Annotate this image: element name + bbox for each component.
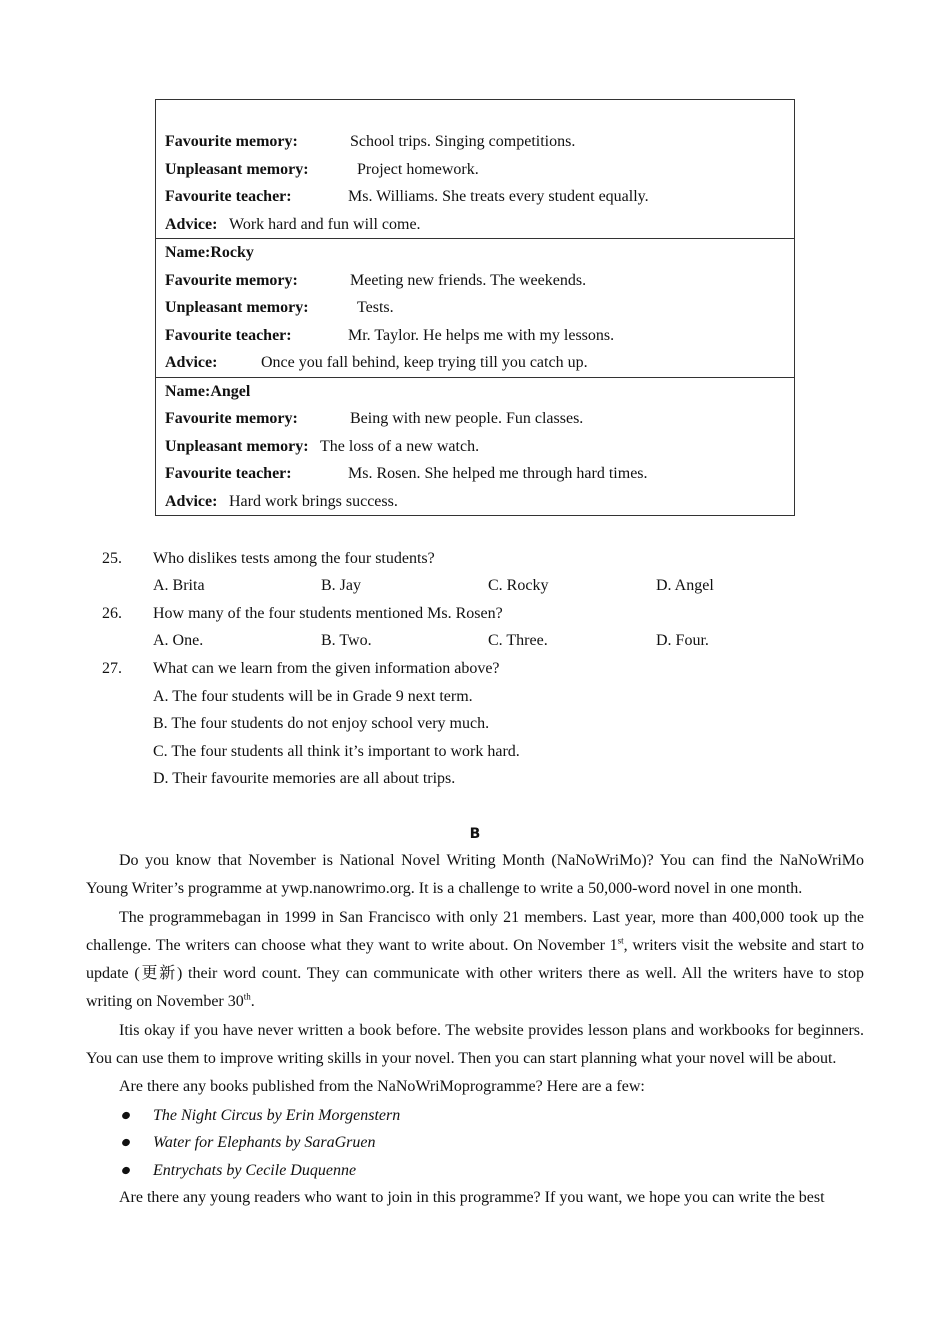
answer-option[interactable]: C. Rocky [488, 577, 549, 594]
field-label: Advice: [165, 215, 218, 233]
favourite-teacher-row [165, 460, 785, 488]
answer-option[interactable]: B. Two. [321, 632, 372, 649]
bullet-icon [121, 1165, 131, 1175]
book-title: Entrychats by Cecile Duquenne [153, 1161, 357, 1179]
field-value: School trips. Singing competitions. [350, 133, 576, 150]
field-label: Unpleasant memory: [165, 160, 309, 178]
text-run: The programmebagan in 1999 in San Francisco with only 21 members. Last year, more than 400,000 took up the challenge. The writers can choose what they want to write about. On November 1 [86, 908, 864, 954]
favourite-teacher-row [165, 322, 785, 350]
answer-option[interactable]: D. Angel [656, 577, 714, 594]
field-label: Advice: [165, 492, 218, 510]
question-text: What can we learn from the given information above? [153, 660, 500, 677]
paragraph [86, 904, 864, 1017]
question-26 [102, 600, 503, 627]
field-label: Advice: [165, 354, 218, 371]
list-item [86, 1129, 864, 1157]
student-profiles-table [155, 99, 795, 516]
profile-block [156, 377, 794, 516]
answer-option[interactable]: A. The four students will be in Grade 9 next term. [153, 688, 473, 705]
field-value: Hard work brings success. [229, 492, 398, 510]
reading-passage [86, 847, 864, 1212]
favourite-memory-row [165, 267, 785, 295]
answer-option[interactable]: C. Three. [488, 632, 548, 649]
bullet-icon [121, 1110, 131, 1120]
answer-option[interactable]: A. Brita [153, 577, 205, 594]
field-value: Work hard and fun will come. [229, 215, 421, 233]
field-value: Tests. [357, 299, 394, 316]
question-text: How many of the four students mentioned Ms. Rosen? [153, 605, 503, 622]
list-item [86, 1157, 864, 1185]
field-label: Favourite memory: [165, 133, 298, 150]
answer-option[interactable]: B. The four students do not enjoy school very much. [153, 715, 490, 732]
answer-option[interactable]: D. Their favourite memories are all about trips. [153, 770, 456, 787]
field-value: Ms. Rosen. She helped me through hard times. [348, 465, 648, 482]
question-text: Who dislikes tests among the four students? [153, 550, 435, 567]
paragraph: Do you know that November is National Novel Writing Month (NaNoWriMo)? You can find the NaNoWriMo Young Writer’s programme at ywp.nanowrimo.org. It is a challenge to write a 50,000-word novel in one month. [86, 852, 864, 898]
field-label: Unpleasant memory: [165, 437, 309, 455]
text-run: . [250, 993, 255, 1011]
unpleasant-memory-row [165, 433, 785, 461]
ordinal-suffix: st [617, 935, 624, 946]
paragraph: Are there any books published from the NaNoWriMoprogramme? Here are a few: [119, 1078, 645, 1096]
question-number: 26. [102, 605, 122, 622]
field-label: Favourite memory: [165, 410, 298, 427]
field-value: Once you fall behind, keep trying till you catch up. [261, 354, 588, 371]
favourite-teacher-row [165, 183, 785, 211]
field-label: Favourite teacher: [165, 326, 292, 344]
field-value: Mr. Taylor. He helps me with my lessons. [348, 326, 615, 344]
section-heading: B [469, 826, 481, 842]
field-value: Meeting new friends. The weekends. [350, 271, 587, 289]
advice-row [165, 488, 785, 516]
question-27 [102, 655, 500, 682]
question-25 [102, 545, 435, 572]
field-label: Favourite teacher: [165, 188, 292, 205]
profile-block [156, 238, 794, 377]
profile-name [165, 100, 785, 128]
ordinal-suffix: th [243, 992, 251, 1003]
question-25-options [153, 572, 753, 599]
question-number: 27. [102, 660, 122, 677]
unpleasant-memory-row [165, 156, 785, 184]
question-number: 25. [102, 550, 122, 567]
book-list [86, 1102, 864, 1185]
paragraph: Itis okay if you have never written a book before. The website provides lesson plans and workbooks for beginners. You can use them to improve writing skills in your novel. Then you can start planning what your novel will be about. [86, 1021, 864, 1068]
profile-name: Name:Rocky [165, 244, 254, 261]
question-26-options [153, 627, 753, 654]
profile-name: Name:Angel [165, 382, 251, 400]
book-title: Water for Elephants by SaraGruen [153, 1134, 376, 1152]
answer-option[interactable]: C. The four students all think it’s important to work hard. [153, 743, 520, 760]
book-title: The Night Circus by Erin Morgenstern [153, 1106, 401, 1124]
answer-option[interactable]: B. Jay [321, 577, 361, 594]
unpleasant-memory-row [165, 294, 785, 322]
field-value: Being with new people. Fun classes. [350, 410, 584, 427]
list-item [86, 1102, 864, 1130]
answer-option[interactable]: A. One. [153, 632, 204, 649]
advice-row [165, 349, 785, 377]
paragraph: Are there any young readers who want to join in this programme? If you want, we hope you can write the best [119, 1189, 825, 1207]
profile-block [156, 100, 794, 238]
field-value: Project homework. [357, 160, 479, 178]
favourite-memory-row [165, 128, 785, 156]
field-value: The loss of a new watch. [320, 437, 480, 455]
advice-row [165, 211, 785, 239]
field-label: Unpleasant memory: [165, 299, 309, 316]
favourite-memory-row [165, 405, 785, 433]
field-label: Favourite memory: [165, 271, 298, 289]
field-label: Favourite teacher: [165, 465, 292, 482]
field-value: Ms. Williams. She treats every student equally. [348, 188, 649, 205]
answer-option[interactable]: D. Four. [656, 632, 709, 649]
bullet-icon [121, 1138, 131, 1148]
text-run: , writers visit the website and start to update (更新) their word count. They can communicate with other writers there as well. All the writers have to stop writing on November 30 [86, 936, 864, 1011]
